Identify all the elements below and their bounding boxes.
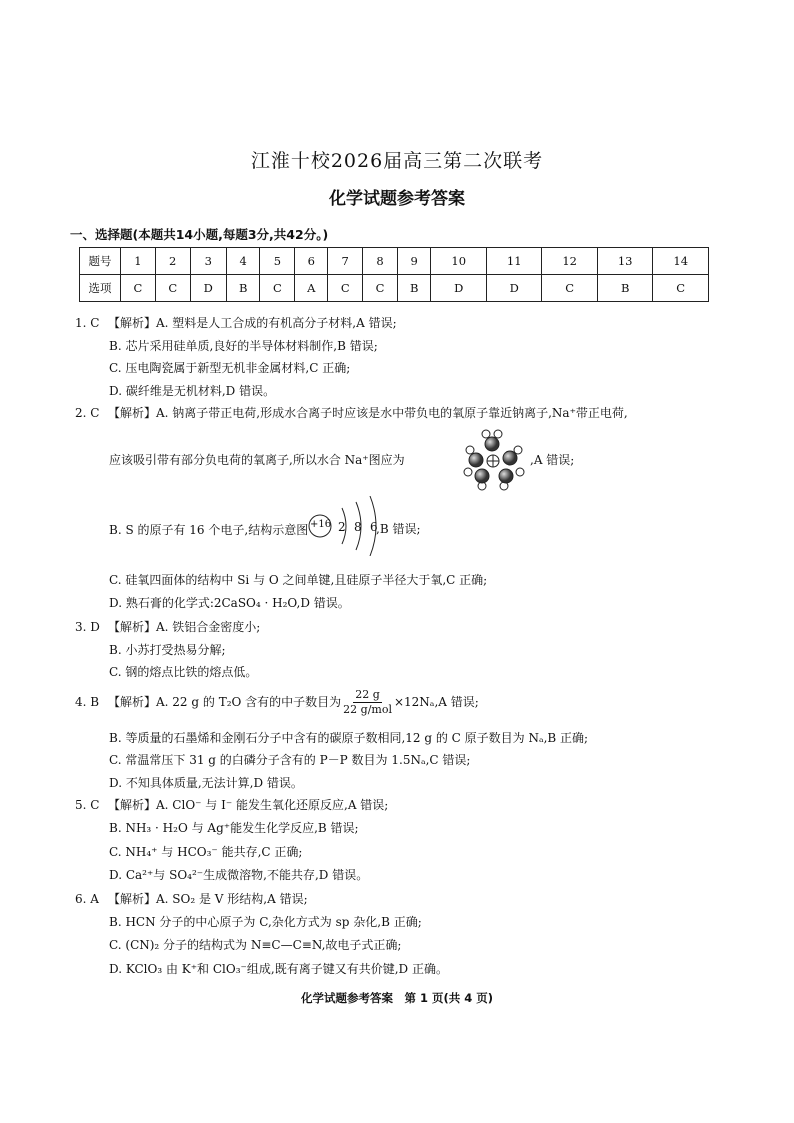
question-number-cell: 1 — [121, 248, 156, 275]
section-heading: 一、选择题(本题共14小题,每题3分,共42分。) — [70, 227, 329, 242]
q4-text-end: ×12Nₐ,A 错误; — [393, 695, 479, 709]
answer-cell: C — [260, 275, 295, 302]
question-number-cell: 5 — [260, 248, 295, 275]
answer-cell: C — [542, 275, 597, 302]
q6-text: 【解析】A. SO₂ 是 V 形结构,A 错误; — [108, 892, 308, 906]
shell-electrons: 8 — [354, 520, 362, 534]
table-row-numbers — [80, 248, 709, 275]
shell-electrons: 2 — [338, 520, 346, 534]
q1-line-b: B. 芯片采用硅单质,良好的半导体材料制作,B 错误; — [109, 339, 378, 353]
answer-cell: D — [190, 275, 226, 302]
sulfur-atom-structure-diagram — [308, 496, 421, 556]
shell-electrons: 6 — [370, 520, 378, 534]
question-number-cell: 13 — [597, 248, 652, 275]
answer-cell: C — [653, 275, 709, 302]
answer-cell: C — [121, 275, 156, 302]
question-number-cell: 4 — [226, 248, 260, 275]
q2-line-a — [75, 404, 628, 421]
question-number-cell: 7 — [328, 248, 363, 275]
question-number-cell: 14 — [653, 248, 709, 275]
q5-line-a — [75, 796, 388, 813]
question-number-cell: 9 — [397, 248, 431, 275]
q4-line-b: B. 等质量的石墨烯和金刚石分子中含有的碳原子数相同,12 g 的 C 原子数目为 Nₐ,B 正确; — [109, 731, 589, 745]
q2-text: 【解析】A. 钠离子带正电荷,形成水合离子时应该是水中带负电的氧原子靠近钠离子,Na⁺带正电荷, — [108, 406, 628, 420]
answer-cell: B — [397, 275, 431, 302]
q2-line-c: C. 硅氧四面体的结构中 Si 与 O 之间单键,且硅原子半径大于氧,C 正确; — [109, 573, 488, 587]
answer-cell: C — [155, 275, 190, 302]
question-number-cell: 12 — [542, 248, 597, 275]
q5-line-b: B. NH₃ · H₂O 与 Ag⁺能发生化学反应,B 错误; — [109, 821, 359, 835]
answer-cell: B — [226, 275, 260, 302]
fraction — [343, 688, 392, 717]
page-footer: 化学试题参考答案 第 1 页(共 4 页) — [300, 991, 494, 1005]
q3-label: 3. D — [75, 620, 100, 634]
q4-line-d: D. 不知具体质量,无法计算,D 错误。 — [109, 776, 303, 790]
fraction-numerator: 22 g — [355, 688, 380, 701]
q5-line-d: D. Ca²⁺与 SO₄²⁻生成微溶物,不能共存,D 错误。 — [109, 868, 369, 882]
q2-line-d: D. 熟石膏的化学式:2CaSO₄ · H₂O,D 错误。 — [109, 596, 350, 610]
q3-text: 【解析】A. 铁铝合金密度小; — [108, 620, 261, 634]
question-number-cell: 2 — [155, 248, 190, 275]
q1-line-a — [75, 314, 397, 331]
q5-line-c: C. NH₄⁺ 与 HCO₃⁻ 能共存,C 正确; — [109, 845, 303, 859]
nucleus-charge: +16 — [310, 519, 332, 530]
q2-line-a3: ,A 错误; — [530, 453, 575, 467]
table-row-answers — [80, 275, 709, 302]
answer-cell: D — [486, 275, 541, 302]
answer-table — [79, 247, 709, 302]
fraction-denominator: 22 g/mol — [343, 703, 392, 716]
q4-label: 4. B — [75, 695, 100, 709]
question-number-cell: 11 — [486, 248, 541, 275]
answer-cell: B — [597, 275, 652, 302]
q6-label: 6. A — [75, 892, 99, 906]
hydrated-sodium-ion-diagram — [460, 428, 528, 492]
q1-line-c: C. 压电陶瓷属于新型无机非金属材料,C 正确; — [109, 361, 351, 375]
q6-line-c: C. (CN)₂ 分子的结构式为 N≡C—C≡N,故电子式正确; — [109, 938, 402, 952]
row-label: 选项 — [80, 275, 121, 302]
answer-cell: A — [295, 275, 328, 302]
answer-cell: C — [328, 275, 363, 302]
answer-cell: C — [363, 275, 398, 302]
q2-label: 2. C — [75, 406, 100, 420]
document-subtitle: 化学试题参考答案 — [329, 189, 465, 209]
question-number-cell: 8 — [363, 248, 398, 275]
q6-line-d: D. KClO₃ 由 K⁺和 ClO₃⁻组成,既有离子键又有共价键,D 正确。 — [109, 962, 448, 976]
q6-line-a — [75, 890, 308, 907]
question-number-cell: 6 — [295, 248, 328, 275]
q1-line-d: D. 碳纤维是无机材料,D 错误。 — [109, 384, 276, 398]
q3-line-a — [75, 618, 260, 635]
question-number-cell: 10 — [431, 248, 486, 275]
q1-label: 1. C — [75, 316, 100, 330]
q3-line-b: B. 小苏打受热易分解; — [109, 643, 226, 657]
q4-text: 【解析】A. 22 g 的 T₂O 含有的中子数目为 — [108, 695, 342, 709]
q4-line-c: C. 常温常压下 31 g 的白磷分子含有的 P－P 数目为 1.5Nₐ,C 错误; — [109, 753, 471, 767]
q5-text: 【解析】A. ClO⁻ 与 I⁻ 能发生氧化还原反应,A 错误; — [108, 798, 389, 812]
q1-text: 【解析】A. 塑料是人工合成的有机高分子材料,A 错误; — [108, 316, 397, 330]
q4-line-a — [75, 688, 479, 717]
answer-cell: D — [431, 275, 486, 302]
q3-line-c: C. 钢的熔点比铁的熔点低。 — [109, 665, 258, 679]
q2-line-b-end: ,B 错误; — [376, 522, 421, 536]
document-title: 江淮十校2026届高三第二次联考 — [250, 150, 544, 172]
q5-label: 5. C — [75, 798, 100, 812]
q2-line-a2: 应该吸引带有部分负电荷的氧离子,所以水合 Na⁺图应为 — [109, 453, 405, 467]
q2-line-b: B. S 的原子有 16 个电子,结构示意图 — [109, 523, 309, 537]
q6-line-b: B. HCN 分子的中心原子为 C,杂化方式为 sp 杂化,B 正确; — [109, 915, 422, 929]
row-label: 题号 — [80, 248, 121, 275]
question-number-cell: 3 — [190, 248, 226, 275]
